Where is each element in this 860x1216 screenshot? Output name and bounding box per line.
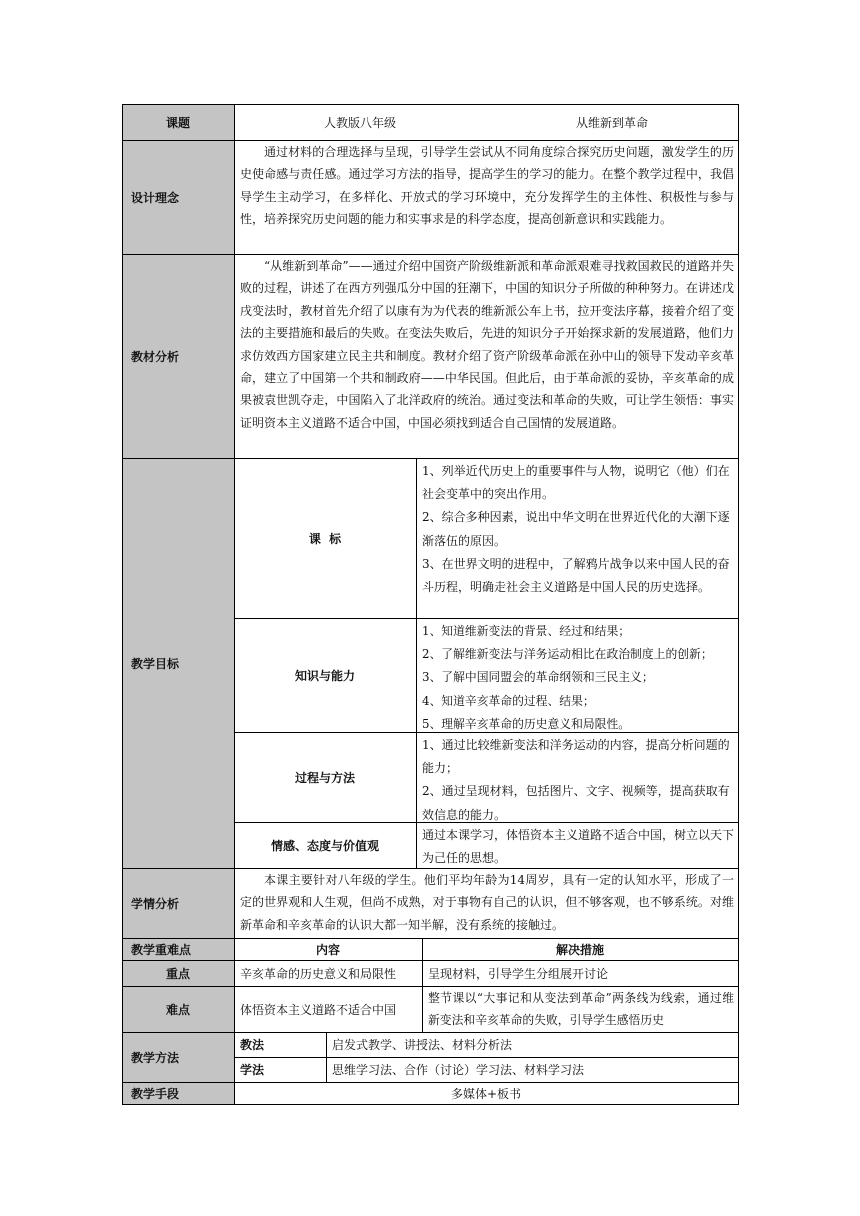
key-col-content-label: 内容 [315, 942, 340, 957]
method-learning-label: 学法 [240, 1063, 265, 1077]
key-measure-text: 呈现材料，引导学生分组展开讨论 [428, 966, 609, 981]
goal-curriculum-item: 2、综合多种因素，说出中华文明在世界近代化的大潮下逐渐落伍的原因。 [422, 510, 730, 548]
header-topic-label: 课题 [165, 115, 190, 130]
method-learning-text: 思维学习法、合作（讨论）学习法、材料学习法 [332, 1063, 585, 1077]
goal-emotion-item: 通过本课学习，体悟资本主义道路不适合中国，树立以天下为己任的思想。 [422, 828, 735, 866]
means-text: 多媒体+板书 [450, 1086, 522, 1101]
goal-curriculum-label: 课 标 [308, 531, 342, 546]
design-concept-text: 通过材料的合理选择与呈现，引导学生尝试从不同角度综合探究历史问题，激发学生的历史使命感与责任感。通过学习方法的指导，提高学生的学习的能力。在整个教学过程中，我倡导学生主动学习，在多样化、开放式的学习环境中，充分发挥学生的主体性、积极性与参与性，培养探究历史问题的能力和实事求是的科学态度，提高创新意识和实践能力。 [240, 145, 734, 227]
goal-process-item: 1、通过比较维新变法和洋务运动的内容，提高分析问题的能力； [422, 738, 730, 776]
goal-emotion-label: 情感、态度与价值观 [270, 838, 379, 853]
header-means-label: 教学手段 [131, 1086, 180, 1101]
goal-knowledge-label: 知识与能力 [294, 668, 355, 683]
method-teaching-label: 教法 [240, 1038, 265, 1052]
header-material-analysis-label: 教材分析 [131, 349, 180, 364]
header-difficult-label: 难点 [165, 1002, 190, 1017]
difficult-measure-text: 整节课以“大事记和从变法到革命”两条线为线索，通过维新变法和辛亥革命的失败，引导学生感悟历史 [428, 991, 734, 1027]
goal-process-label: 过程与方法 [294, 770, 355, 785]
key-content-text: 辛亥革命的历史意义和局限性 [240, 966, 397, 981]
grade-text: 人教版八年级 [323, 115, 396, 130]
topic-text: 从维新到革命 [575, 115, 648, 130]
goal-knowledge-item: 5、理解辛亥革命的历史意义和局限性。 [422, 716, 631, 731]
difficult-content-text: 体悟资本主义道路不适合中国 [240, 1002, 397, 1017]
goal-knowledge-item: 3、了解中国同盟会的革命纲领和三民主义； [422, 670, 654, 685]
header-key-label: 重点 [165, 966, 190, 981]
header-design-concept-label: 设计理念 [131, 190, 180, 205]
learner-analysis-text: 本课主要针对八年级的学生。他们平均年龄为14周岁，具有一定的认知水平，形成了一定的世界观和人生观，但尚不成熟，对于事物有自己的认识，但不够客观，也不够系统。对维新革命和辛亥革命的认识大都一知半解，没有系统的接触过。 [240, 873, 734, 932]
method-teaching-text: 启发式教学、讲授法、材料分析法 [332, 1038, 513, 1052]
material-analysis-text: “从维新到革命”——通过介绍中国资产阶级维新派和革命派艰难寻找救国救民的道路并失败的过程，讲述了在西方列强瓜分中国的狂潮下，中国的知识分子所做的种种努力。在讲述戊戌变法时，教材首先介绍了以康有为为代表的维新派公车上书，拉开变法序幕，接着介绍了变法的主要措施和最后的失败。在变法失败后，先进的知识分子开始探求新的发展道路，他们力求仿效西方国家建立民主共和制度。教材介绍了资产阶级革命派在孙中山的领导下发动辛亥革命，建立了中国第一个共和制政府——中华民国。但此后，由于革命派的妥协，辛亥革命的成果被袁世凯夺走，中国陷入了北洋政府的统治。通过变法和革命的失败，可让学生领悟：事实证明资本主义道路不适合中国，中国必须找到适合自己国情的发展道路。 [240, 259, 734, 430]
goal-knowledge-item: 2、了解维新变法与洋务运动相比在政治制度上的创新； [422, 647, 713, 662]
goal-process-item: 2、通过呈现材料，包括图片、文字、视频等，提高获取有效信息的能力。 [422, 784, 730, 822]
header-methods-label: 教学方法 [131, 1050, 180, 1065]
header-learner-analysis-label: 学情分析 [131, 896, 180, 911]
goal-curriculum-item: 1、列举近代历史上的重要事件与人物，说明它（他）们在社会变革中的突出作用。 [422, 464, 730, 502]
goal-knowledge-item: 1、知道维新变法的背景、经过和结果； [422, 624, 631, 638]
header-key-points-label: 教学重难点 [131, 942, 192, 957]
header-teaching-goals-label: 教学目标 [131, 656, 180, 671]
key-col-measures-label: 解决措施 [555, 942, 604, 957]
goal-curriculum-item: 3、在世界文明的进程中，了解鸦片战争以来中国人民的奋斗历程，明确走社会主义道路是中国人民的历史选择。 [422, 556, 730, 595]
goal-knowledge-item: 4、知道辛亥革命的过程、结果； [422, 693, 595, 708]
